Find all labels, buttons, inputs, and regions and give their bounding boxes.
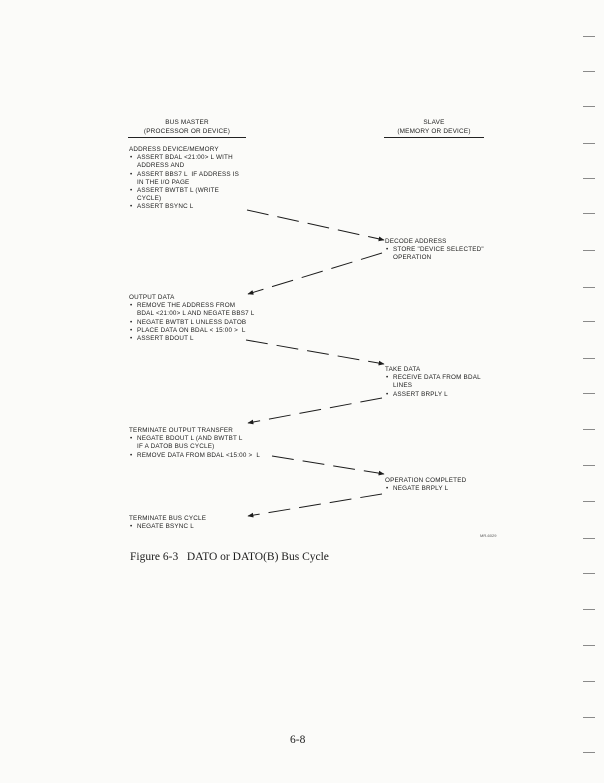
arrow-slave-to-master <box>248 494 382 516</box>
page-number: 6-8 <box>290 734 306 746</box>
block-heading: DECODE ADDRESS <box>385 238 447 245</box>
step-line: • ASSERT BBS7 L IF ADDRESS IS <box>130 170 240 178</box>
block-heading: OPERATION COMPLETED <box>385 477 467 484</box>
slave-title: SLAVE <box>423 119 445 126</box>
step-line: IF A DATOB BUS CYCLE) <box>137 443 215 451</box>
step-line: CYCLE) <box>137 195 162 203</box>
step-line: • NEGATE BRPLY L <box>386 485 449 493</box>
block-heading: TERMINATE BUS CYCLE <box>129 515 207 522</box>
step-line: • STORE "DEVICE SELECTED" <box>386 246 484 254</box>
step-line: • NEGATE BWTBT L UNLESS DATOB <box>130 318 247 326</box>
block-heading: ADDRESS DEVICE/MEMORY <box>129 146 219 153</box>
master-subtitle: (PROCESSOR OR DEVICE) <box>143 128 231 135</box>
step-line: • REMOVE DATA FROM BDAL <15:00 > L <box>130 451 261 459</box>
step-line: • PLACE DATA ON BDAL < 15:00 > L <box>130 326 246 334</box>
step-line: • ASSERT BRPLY L <box>386 390 448 398</box>
step-line: ADDRESS AND <box>137 162 185 170</box>
block-heading: OUTPUT DATA <box>129 294 175 301</box>
block-heading: TERMINATE OUTPUT TRANSFER <box>129 427 234 434</box>
master-title: BUS MASTER <box>165 119 209 126</box>
slave-subtitle: (MEMORY OR DEVICE) <box>397 128 471 135</box>
step-line: LINES <box>393 382 413 390</box>
step-line: • NEGATE BDOUT L (AND BWTBT L <box>130 435 243 443</box>
figure-id: MR-6029 <box>480 533 497 538</box>
arrow-slave-to-master <box>248 253 382 294</box>
step-line: • RECEIVE DATA FROM BDAL <box>386 374 481 382</box>
step-line: • ASSERT BDOUT L <box>130 335 194 343</box>
block-heading: TAKE DATA <box>385 366 421 373</box>
arrow-master-to-slave <box>246 340 384 364</box>
arrow-master-to-slave <box>272 456 384 474</box>
step-line: • REMOVE THE ADDRESS FROM <box>130 302 236 310</box>
figure-caption: Figure 6-3 DATO or DATO(B) Bus Cycle <box>130 551 329 563</box>
arrow-slave-to-master <box>248 398 382 423</box>
step-line: • ASSERT BDAL <21:00> L WITH <box>130 154 233 162</box>
step-line: BDAL <21:00> L AND NEGATE BBS7 L <box>137 310 255 318</box>
step-line: • ASSERT BWTBT L (WRITE <box>130 187 219 195</box>
step-line: OPERATION <box>393 254 432 262</box>
step-line: • NEGATE BSYNC L <box>130 523 194 531</box>
arrow-master-to-slave <box>247 210 384 240</box>
step-line: • ASSERT BSYNC L <box>130 203 194 211</box>
step-line: IN THE I/O PAGE <box>137 178 190 186</box>
